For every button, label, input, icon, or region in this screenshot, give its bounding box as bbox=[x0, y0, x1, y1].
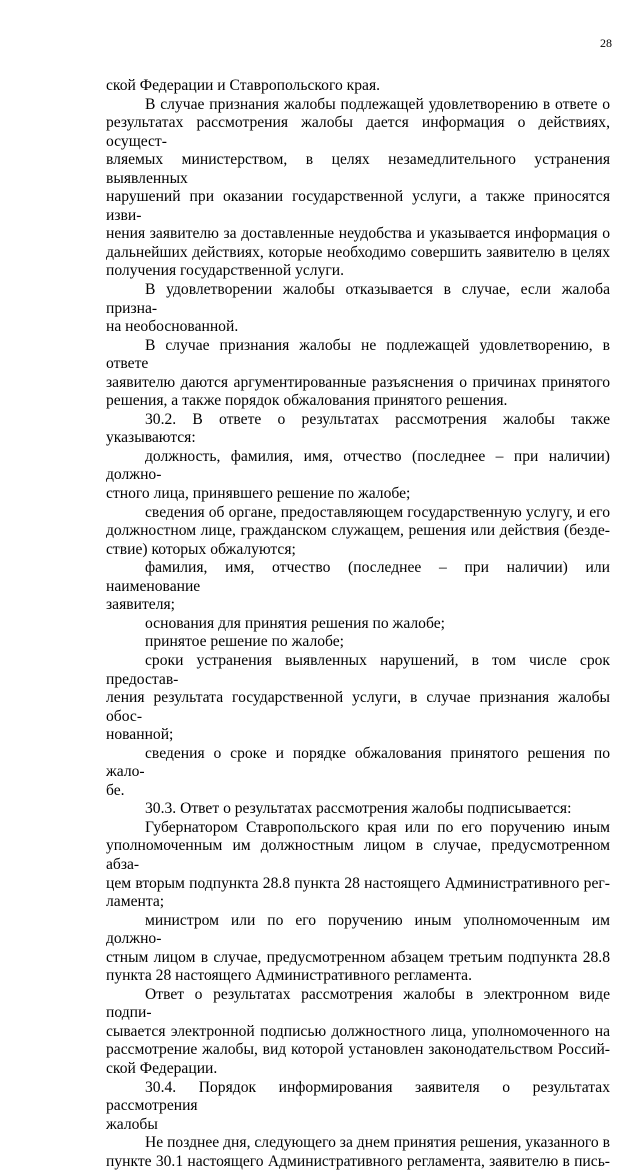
text-line: рассмотрение жалобы, вид которой установлен законодательством Россий- bbox=[106, 1041, 610, 1059]
paragraph bbox=[106, 986, 610, 1079]
text-line: цем вторым подпункта 28.8 пункта 28 настоящего Административного рег- bbox=[106, 874, 610, 892]
text-line: должность, фамилия, имя, отчество (последнее – при наличии) должно- bbox=[106, 447, 610, 484]
paragraph bbox=[106, 745, 610, 801]
text-line: дальнейших действиях, которые необходимо совершить заявителю в целях bbox=[106, 243, 610, 261]
text-line: сведения о сроке и порядке обжалования принятого решения по жало- bbox=[106, 744, 610, 781]
text-line: сывается электронной подписью должностного лица, уполномоченного на bbox=[106, 1022, 610, 1040]
text-line: 30.3. Ответ о результатах рассмотрения жалобы подписывается: bbox=[145, 800, 572, 818]
text-line: уполномоченным им должностным лицом в случае, предусмотренном абза- bbox=[106, 837, 610, 873]
text-line: бе. bbox=[106, 781, 125, 799]
paragraph bbox=[106, 912, 610, 986]
text-line: нарушений при оказании государственной услуги, а также приносятся изви- bbox=[106, 188, 610, 224]
text-line: ской Федерации и Ставропольского края. bbox=[106, 77, 381, 94]
text-line: ламента; bbox=[106, 893, 165, 911]
paragraph bbox=[106, 800, 610, 819]
text-line: заявителя; bbox=[106, 596, 175, 614]
text-line: министром или по его поручению иным уполномоченным им должно- bbox=[106, 911, 610, 948]
text-line: ления результата государственной услуги, в случае признания жалобы обос- bbox=[106, 689, 610, 725]
paragraph bbox=[106, 1079, 610, 1135]
text-line: Губернатором Ставропольского края или по его поручению иным bbox=[145, 818, 610, 836]
paragraph bbox=[106, 819, 610, 912]
text-line: 30.2. В ответе о результатах рассмотрения жалобы также указываются: bbox=[106, 410, 610, 447]
text-line: В случае признания жалобы подлежащей удовлетворению в ответе о bbox=[145, 95, 610, 113]
text-line: пункте 30.1 настоящего Административного регламента, заявителю в пись- bbox=[106, 1152, 610, 1170]
paragraph bbox=[106, 411, 610, 448]
text-line: решения, а также порядок обжалования принятого решения. bbox=[106, 392, 508, 410]
text-line: В случае признания жалобы не подлежащей удовлетворению, в ответе bbox=[106, 336, 610, 373]
text-line: принятое решение по жалобе; bbox=[145, 633, 345, 651]
paragraph bbox=[106, 559, 610, 615]
text-line: заявителю даются аргументированные разъяснения о причинах принятого bbox=[106, 373, 610, 391]
text-line: на необоснованной. bbox=[106, 318, 239, 336]
text-line: должностном лице, гражданском служащем, решения или действия (безде- bbox=[106, 522, 610, 540]
text-line: сроки устранения выявленных нарушений, в том числе срок предостав- bbox=[106, 651, 610, 688]
text-line: Ответ о результатах рассмотрения жалобы в электронном виде подпи- bbox=[106, 985, 610, 1022]
text-line: стным лицом в случае, предусмотренном абзацем третьим подпункта 28.8 bbox=[106, 948, 610, 966]
text-line: В удовлетворении жалобы отказывается в случае, если жалоба призна- bbox=[106, 281, 610, 317]
text-line: ской Федерации. bbox=[106, 1059, 218, 1077]
paragraph bbox=[106, 448, 610, 504]
text-line: пункта 28 настоящего Административного регламента. bbox=[106, 967, 472, 985]
text-line: нованной; bbox=[106, 726, 174, 744]
paragraph bbox=[106, 504, 610, 560]
text-line: результатах рассмотрения жалобы дается информация о действиях, осущест- bbox=[106, 114, 610, 150]
paragraph bbox=[106, 1134, 610, 1171]
text-line: сведения об органе, предоставляющем государственную услугу, и его bbox=[145, 503, 610, 521]
paragraph bbox=[106, 615, 610, 634]
text-line: стного лица, принявшего решение по жалобе; bbox=[106, 485, 411, 503]
paragraph bbox=[106, 77, 610, 96]
text-line: жалобы bbox=[106, 1115, 158, 1133]
text-line: получения государственной услуги. bbox=[106, 262, 345, 280]
paragraph bbox=[106, 633, 610, 652]
text-line: Не позднее дня, следующего за днем принятия решения, указанного в bbox=[145, 1134, 610, 1152]
paragraph bbox=[106, 96, 610, 281]
text-line: 30.4. Порядок информирования заявителя о результатах рассмотрения bbox=[106, 1078, 610, 1115]
document-body bbox=[106, 77, 610, 1171]
paragraph bbox=[106, 337, 610, 411]
text-line: нения заявителю за доставленные неудобства и указывается информация о bbox=[106, 225, 610, 243]
page-number: 28 bbox=[600, 36, 612, 50]
text-line: вляемых министерством, в целях незамедлительного устранения выявленных bbox=[106, 151, 610, 187]
text-line: основания для принятия решения по жалобе; bbox=[145, 614, 445, 632]
paragraph bbox=[106, 652, 610, 745]
text-line: ствие) которых обжалуются; bbox=[106, 540, 296, 558]
paragraph bbox=[106, 281, 610, 337]
text-line: фамилия, имя, отчество (последнее – при наличии) или наименование bbox=[106, 559, 610, 595]
